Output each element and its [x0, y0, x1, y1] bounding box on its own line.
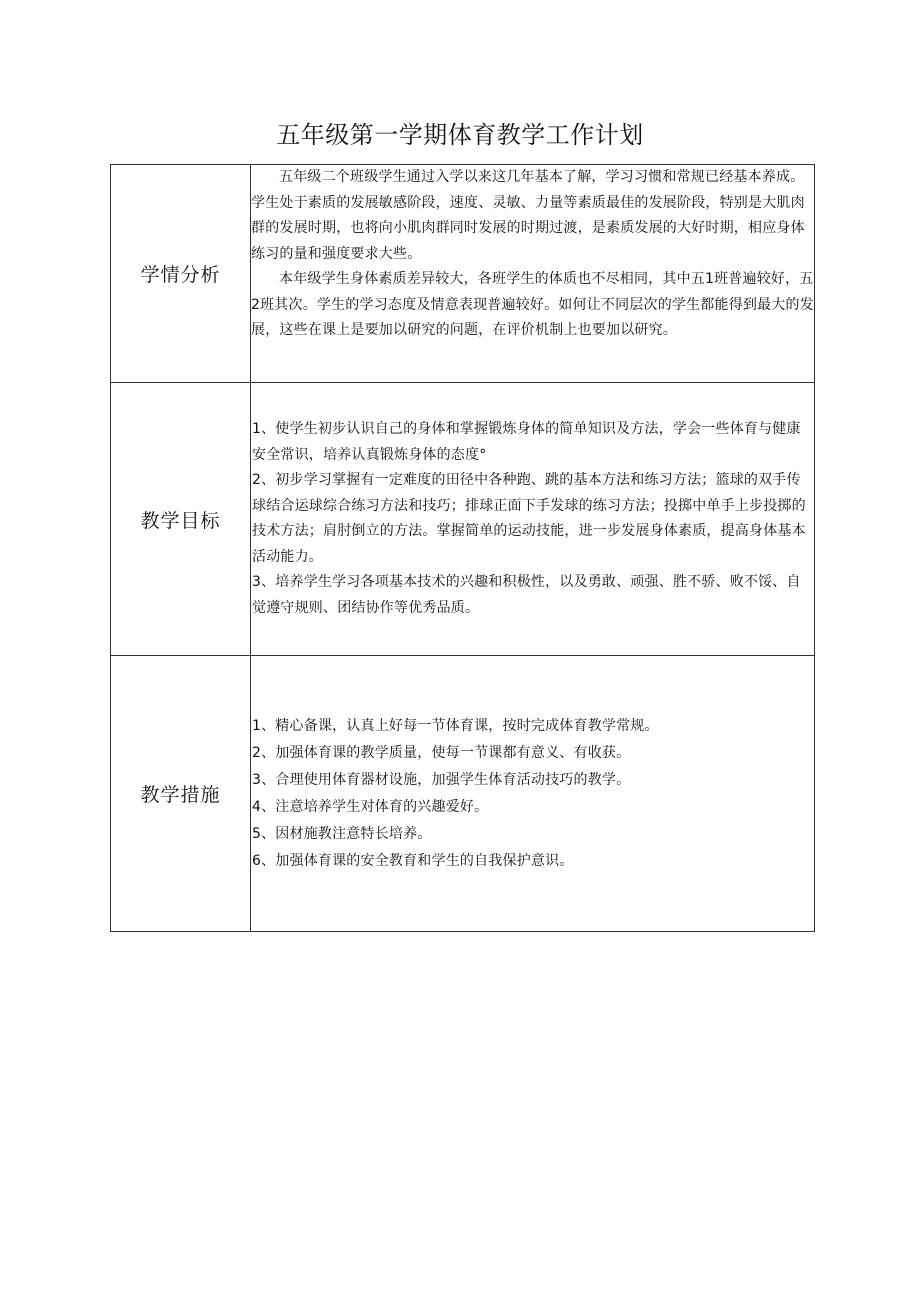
- list-item: 1、使学生初步认识自己的身体和掌握锻炼身体的简单知识及方法，学会一些体育与健康安全常识，培养认真锻炼身体的态度°: [252, 421, 801, 463]
- section-label-measures: 教学措施: [111, 656, 251, 932]
- plan-table: [110, 164, 815, 932]
- list-item: 1、精心备课，认真上好每一节体育课，按时完成体育教学常规。: [252, 717, 659, 734]
- table-row-analysis: [111, 165, 815, 383]
- table-row-goals: [111, 383, 815, 656]
- list-item: 5、因材施教注意特长培养。: [252, 825, 432, 842]
- table-row-measures: [111, 656, 815, 932]
- section-content-analysis: [251, 165, 815, 383]
- section-content-measures: [251, 656, 815, 932]
- document-title: 五年级第一学期体育教学工作计划: [276, 121, 644, 149]
- list-item: 2、加强体育课的教学质量，使每一节课都有意义、有收获。: [252, 744, 631, 761]
- list-item: 2、初步学习掌握有一定难度的田径中各种跑、跳的基本方法和练习方法；篮球的双手传球结合运球综合练习方法和技巧；排球正面下手发球的练习方法；投掷中单手上步投掷的技术方法；肩肘倒立的方法。掌握简单的运动技能，进一步发展身体素质，提高身体基本活动能力。: [252, 472, 806, 565]
- section-content-goals: [251, 383, 815, 656]
- list-item: 6、加强体育课的安全教育和学生的自我保护意识。: [252, 852, 574, 869]
- analysis-paragraph: 本年级学生身体素质差异较大，各班学生的体质也不尽相同，其中五1班普遍较好，五2班其次。学生的学习态度及情意表现普遍较好。如何让不同层次的学生都能得到最大的发展，这些在课上是要加以研究的问题，在评价机制上也要加以研究。: [251, 271, 814, 338]
- analysis-paragraph: 五年级二个班级学生通过入学以来这几年基本了解，学习习惯和常规已经基本养成。学生处于素质的发展敏感阶段，速度、灵敏、力量等素质最佳的发展阶段，特别是大肌肉群的发展时期，也将向小肌肉群同时发展的时期过渡，是素质发展的大好时期，相应身体练习的量和强度要求大些。: [251, 169, 805, 262]
- section-label-analysis: 学情分析: [111, 165, 251, 383]
- measures-list: [251, 713, 814, 875]
- list-item: 3、合理使用体育器材设施，加强学生体育活动技巧的教学。: [252, 771, 631, 788]
- list-item: 4、注意培养学生对体育的兴趣爱好。: [252, 798, 489, 815]
- section-label-goals: 教学目标: [111, 383, 251, 656]
- goals-list: [251, 417, 814, 621]
- list-item: 3、培养学生学习各项基本技术的兴趣和积极性，以及勇敢、顽强、胜不骄、败不馁、自觉遵守规则、团结协作等优秀品质。: [252, 574, 801, 616]
